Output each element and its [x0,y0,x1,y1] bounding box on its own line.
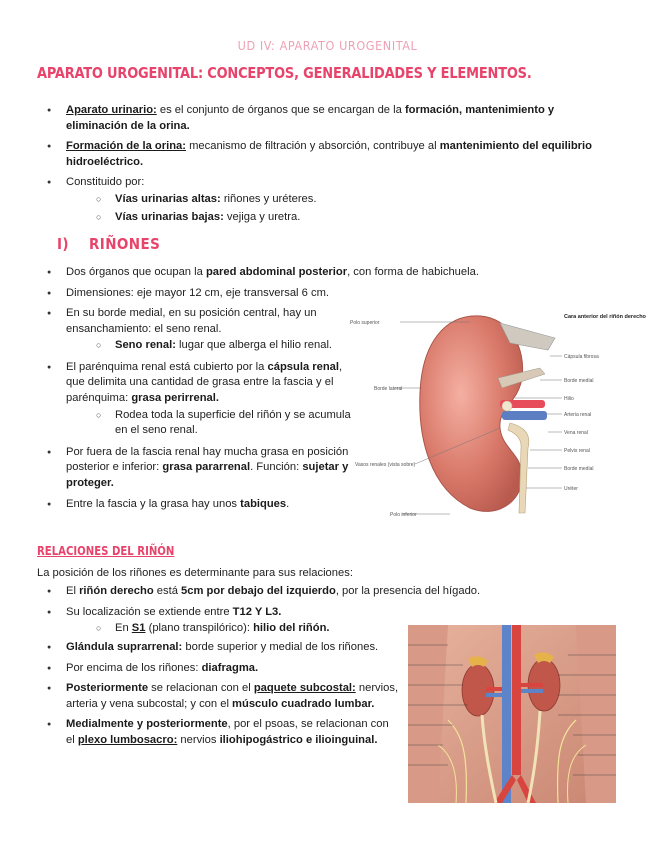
retroperitoneum-illustration [408,625,616,803]
list-item: ● Glándula suprarrenal: borde superior y medial de los riñones. [37,640,399,656]
page-header: UD IV: APARATO UROGENITAL [237,38,418,53]
list-item: ● El riñón derecho está 5cm por debajo del izquierdo, por la presencia del hígado. [37,584,617,600]
label-right: Pelvis renal [564,448,590,454]
list-item: ● Por encima de los riñones: diafragma. [37,661,399,677]
label-right: Arteria renal [564,412,592,418]
label-polo-superior: Polo superior [350,320,380,326]
sub-list-item: ○ En S1 (plano transpilórico): hilio del riñón. [37,621,617,637]
sub-list-item: ○ Rodea toda la superficie del riñón y se acumula en el seno renal. [37,408,363,439]
list-item: ● Por fuera de la fascia renal hay mucha grasa en posición posterior e inferior: grasa pararrenal. Función: sujetar y proteger. [37,445,363,492]
list-item: ● El parénquima renal está cubierto por la cápsula renal, que delimita una cantidad de grasa entre la fascia y el parénquima: grasa perirrenal. [37,360,363,407]
section1-list [37,103,607,227]
list-item: ● Formación de la orina: mecanismo de filtración y absorción, contribuye al mantenimiento del equilibrio hidroeléctrico. [37,139,607,170]
label-right: Vena renal [564,430,588,436]
section3-list [37,640,399,754]
list-item: ● En su borde medial, en su posición central, hay un ensanchamiento: el seno renal. [37,306,363,337]
list-item: ● Dimensiones: eje mayor 12 cm, eje transversal 6 cm. [37,286,617,302]
relaciones-intro: La posición de los riñones es determinante para sus relaciones: [37,567,353,579]
list-item: ● Su localización se extiende entre T12 Y L3. [37,605,617,621]
label-vasos: Vasos renales (vista sobre) [355,462,416,468]
section-title-aparato-urogenital: APARATO UROGENITAL: CONCEPTOS, GENERALIDADES Y ELEMENTOS. [37,64,532,82]
list-item: ● Entre la fascia y la grasa hay unos tabiques. [37,497,363,513]
sub-list-item: ○ Vías urinarias bajas: vejiga y uretra. [37,210,607,226]
label-right: Cápsula fibrosa [564,354,599,360]
section2-list-top [37,265,617,306]
label-right: Borde medial [564,466,594,472]
list-item: ● Constituido por: [37,175,607,191]
list-item: ● Posteriormente se relacionan con el paquete subcostal: nervios, arteria y vena subcostal; y con el músculo cuadrado lumbar. [37,681,399,712]
sub-list-item: ○ Vías urinarias altas: riñones y uréteres. [37,192,607,208]
label-right: Borde medial [564,378,594,384]
section-title-rinones: I) RIÑONES [57,235,161,253]
kidney-illustration [350,308,646,522]
sub-list-item: ○ Seno renal: lugar que alberga el hilio renal. [37,338,363,354]
section-title-relaciones: RELACIONES DEL RIÑÓN [37,543,175,558]
label-polo-inferior: Polo inferior [390,512,417,518]
label-right: Hilio [564,396,574,402]
section2-list [37,306,363,517]
figure-title: Cara anterior del riñón derecho [564,314,646,320]
list-item: ● Medialmente y posteriormente, por el psoas, se relacionan con el plexo lumbosacro: nervios iliohipogástrico e ilioinguinal. [37,717,399,748]
list-item: ● Dos órganos que ocupan la pared abdominal posterior, con forma de habichuela. [37,265,617,281]
list-item: ● Aparato urinario: es el conjunto de órganos que se encargan de la formación, mantenimiento y eliminación de la orina. [37,103,607,134]
label-right: Uréter [564,486,578,492]
label-borde-lateral: Borde lateral [374,386,403,392]
